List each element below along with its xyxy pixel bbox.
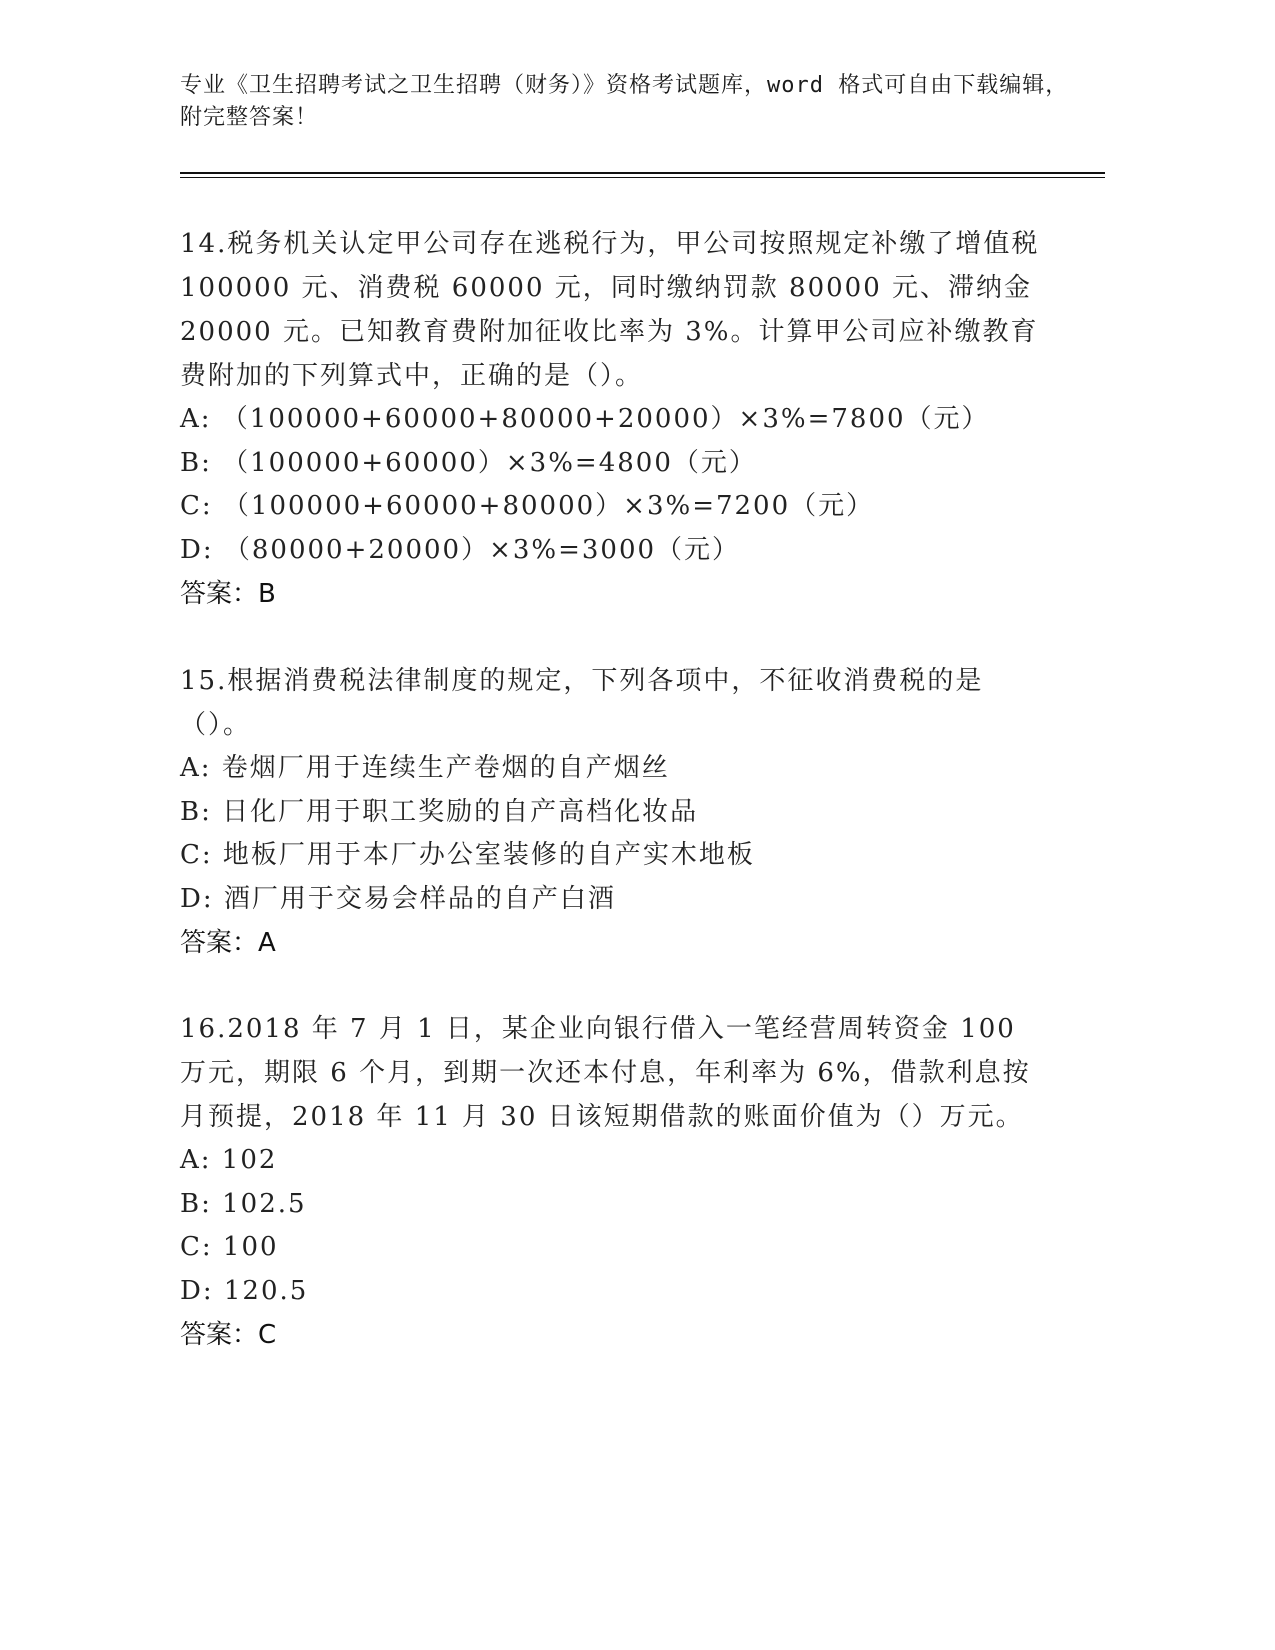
question-16 [180,1007,1040,1357]
answer-line: 答案：A [180,928,276,958]
option-a: A: 卷烟厂用于连续生产卷烟的自产烟丝 [180,753,670,783]
question-15 [180,659,1040,965]
question-stem: 15.根据消费税法律制度的规定，下列各项中，不征收消费税的是（）。 [180,666,984,740]
option-c: C: 100 [180,1232,279,1262]
option-a: A: （100000+60000+80000+20000）×3%=7800（元） [180,404,990,434]
header-divider-thin [180,177,1105,178]
option-b: B: 日化厂用于职工奖励的自产高档化妆品 [180,796,699,827]
question-stem: 16.2018 年 7 月 1 日，某企业向银行借入一笔经营周转资金 100 万元，期限 6 个月，到期一次还本付息，年利率为 6%，借款利息按月预提，2018 年 11 月 30 日该短期借款的账面价值为（）万元。 [180,1014,1031,1132]
answer-line: 答案：B [180,579,276,609]
question-14 [180,222,1040,616]
option-a: A: 102 [180,1145,278,1175]
option-b: B: （100000+60000）×3%=4800（元） [180,447,757,478]
option-c: C: （100000+60000+80000）×3%=7200（元） [180,491,875,521]
document-header: 专业《卫生招聘考试之卫生招聘（财务）》资格考试题库，word 格式可自由下载编辑，附完整答案！ [180,73,1069,130]
option-d: D: （80000+20000）×3%=3000（元） [180,534,741,565]
option-b: B: 102.5 [180,1188,307,1219]
option-d: D: 酒厂用于交易会样品的自产白酒 [180,883,616,914]
header-divider-thick [180,172,1105,174]
answer-line: 答案：C [180,1320,277,1350]
option-d: D: 120.5 [180,1275,309,1306]
question-stem: 14.税务机关认定甲公司存在逃税行为，甲公司按照规定补缴了增值税 100000 元、消费税 60000 元，同时缴纳罚款 80000 元、滞纳金 20000 元。已知教育费附加征收比率为 3%。计算甲公司应补缴教育费附加的下列算式中，正确的是（）。 [180,229,1040,391]
option-c: C: 地板厂用于本厂办公室装修的自产实木地板 [180,840,755,870]
